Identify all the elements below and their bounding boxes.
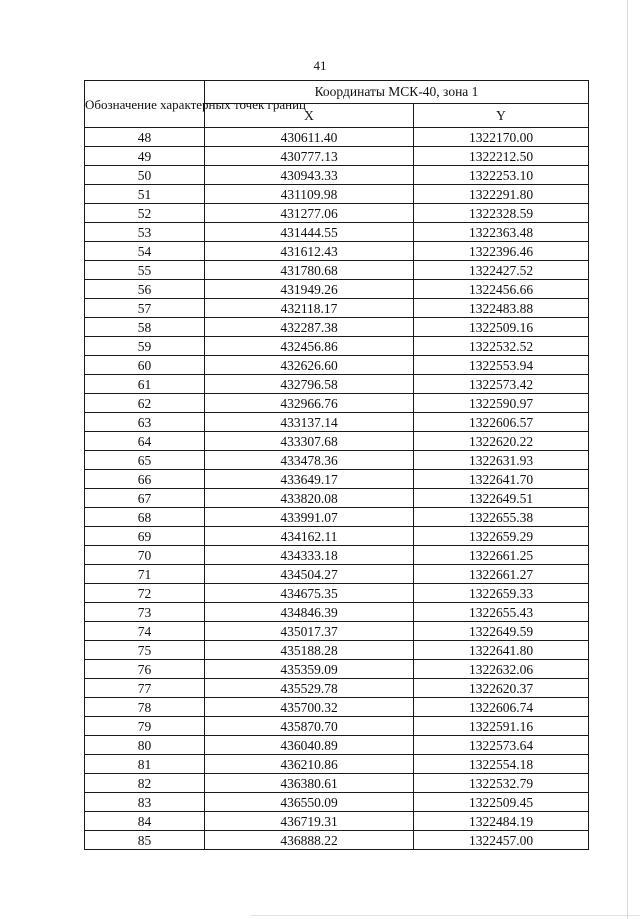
cell-x: 431780.68 xyxy=(205,261,414,280)
cell-x: 432966.76 xyxy=(205,394,414,413)
table-row xyxy=(85,793,589,812)
header-point-id: Обозначение характерных точек границ xyxy=(85,81,205,128)
cell-x: 432118.17 xyxy=(205,299,414,318)
cell-point-id: 53 xyxy=(85,223,205,242)
cell-point-id: 70 xyxy=(85,546,205,565)
cell-point-id: 52 xyxy=(85,204,205,223)
table-row xyxy=(85,660,589,679)
table-row xyxy=(85,546,589,565)
cell-x: 436380.61 xyxy=(205,774,414,793)
cell-point-id: 60 xyxy=(85,356,205,375)
table-row xyxy=(85,128,589,147)
table-row xyxy=(85,166,589,185)
cell-x: 433991.07 xyxy=(205,508,414,527)
cell-x: 434846.39 xyxy=(205,603,414,622)
cell-y: 1322457.00 xyxy=(414,831,589,850)
cell-x: 431109.98 xyxy=(205,185,414,204)
table-row xyxy=(85,375,589,394)
cell-point-id: 54 xyxy=(85,242,205,261)
cell-y: 1322620.22 xyxy=(414,432,589,451)
cell-y: 1322573.64 xyxy=(414,736,589,755)
header-row-top xyxy=(85,81,589,104)
table-row xyxy=(85,508,589,527)
scan-bottom-line xyxy=(250,915,640,916)
cell-y: 1322532.79 xyxy=(414,774,589,793)
cell-y: 1322456.66 xyxy=(414,280,589,299)
table-row xyxy=(85,755,589,774)
cell-y: 1322632.06 xyxy=(414,660,589,679)
cell-y: 1322573.42 xyxy=(414,375,589,394)
cell-point-id: 76 xyxy=(85,660,205,679)
cell-y: 1322396.46 xyxy=(414,242,589,261)
cell-y: 1322631.93 xyxy=(414,451,589,470)
cell-point-id: 57 xyxy=(85,299,205,318)
cell-point-id: 48 xyxy=(85,128,205,147)
cell-y: 1322661.25 xyxy=(414,546,589,565)
header-y: Y xyxy=(414,104,589,128)
cell-y: 1322649.59 xyxy=(414,622,589,641)
table-row xyxy=(85,204,589,223)
cell-x: 433137.14 xyxy=(205,413,414,432)
table-body xyxy=(85,128,589,850)
table-row xyxy=(85,337,589,356)
cell-x: 436040.89 xyxy=(205,736,414,755)
table-row xyxy=(85,261,589,280)
cell-y: 1322328.59 xyxy=(414,204,589,223)
cell-point-id: 49 xyxy=(85,147,205,166)
cell-point-id: 64 xyxy=(85,432,205,451)
cell-point-id: 80 xyxy=(85,736,205,755)
cell-point-id: 79 xyxy=(85,717,205,736)
table-row xyxy=(85,318,589,337)
coordinates-table xyxy=(84,80,589,850)
cell-point-id: 83 xyxy=(85,793,205,812)
table-row xyxy=(85,470,589,489)
cell-x: 433307.68 xyxy=(205,432,414,451)
table-row xyxy=(85,774,589,793)
cell-y: 1322483.88 xyxy=(414,299,589,318)
cell-y: 1322606.57 xyxy=(414,413,589,432)
cell-x: 433478.36 xyxy=(205,451,414,470)
cell-y: 1322170.00 xyxy=(414,128,589,147)
table-row xyxy=(85,299,589,318)
cell-point-id: 81 xyxy=(85,755,205,774)
cell-point-id: 66 xyxy=(85,470,205,489)
cell-point-id: 62 xyxy=(85,394,205,413)
header-x: X xyxy=(205,104,414,128)
table-row xyxy=(85,831,589,850)
cell-x: 435529.78 xyxy=(205,679,414,698)
cell-point-id: 59 xyxy=(85,337,205,356)
cell-y: 1322427.52 xyxy=(414,261,589,280)
table-row xyxy=(85,451,589,470)
cell-y: 1322659.33 xyxy=(414,584,589,603)
cell-x: 434504.27 xyxy=(205,565,414,584)
cell-x: 430943.33 xyxy=(205,166,414,185)
table-row xyxy=(85,185,589,204)
cell-y: 1322659.29 xyxy=(414,527,589,546)
cell-x: 436888.22 xyxy=(205,831,414,850)
cell-y: 1322363.48 xyxy=(414,223,589,242)
table-row xyxy=(85,280,589,299)
cell-y: 1322484.19 xyxy=(414,812,589,831)
cell-x: 436210.86 xyxy=(205,755,414,774)
cell-point-id: 65 xyxy=(85,451,205,470)
table-row xyxy=(85,413,589,432)
cell-point-id: 77 xyxy=(85,679,205,698)
cell-y: 1322641.80 xyxy=(414,641,589,660)
cell-x: 432626.60 xyxy=(205,356,414,375)
table-row xyxy=(85,698,589,717)
table-row xyxy=(85,603,589,622)
cell-y: 1322509.45 xyxy=(414,793,589,812)
cell-y: 1322641.70 xyxy=(414,470,589,489)
cell-y: 1322509.16 xyxy=(414,318,589,337)
cell-y: 1322212.50 xyxy=(414,147,589,166)
cell-point-id: 85 xyxy=(85,831,205,850)
cell-point-id: 50 xyxy=(85,166,205,185)
header-coordinates-group: Координаты МСК-40, зона 1 xyxy=(205,81,589,104)
cell-x: 436719.31 xyxy=(205,812,414,831)
table-row xyxy=(85,622,589,641)
table-row xyxy=(85,679,589,698)
cell-y: 1322620.37 xyxy=(414,679,589,698)
cell-x: 433649.17 xyxy=(205,470,414,489)
table-row xyxy=(85,394,589,413)
cell-y: 1322655.38 xyxy=(414,508,589,527)
table-row xyxy=(85,223,589,242)
cell-point-id: 63 xyxy=(85,413,205,432)
cell-point-id: 82 xyxy=(85,774,205,793)
cell-x: 434675.35 xyxy=(205,584,414,603)
table-row xyxy=(85,147,589,166)
cell-x: 432456.86 xyxy=(205,337,414,356)
cell-point-id: 67 xyxy=(85,489,205,508)
cell-y: 1322553.94 xyxy=(414,356,589,375)
cell-point-id: 61 xyxy=(85,375,205,394)
cell-point-id: 51 xyxy=(85,185,205,204)
cell-x: 431277.06 xyxy=(205,204,414,223)
cell-point-id: 56 xyxy=(85,280,205,299)
cell-x: 431612.43 xyxy=(205,242,414,261)
cell-y: 1322554.18 xyxy=(414,755,589,774)
cell-point-id: 75 xyxy=(85,641,205,660)
table-row xyxy=(85,356,589,375)
table-row xyxy=(85,812,589,831)
cell-x: 431444.55 xyxy=(205,223,414,242)
cell-x: 433820.08 xyxy=(205,489,414,508)
cell-y: 1322532.52 xyxy=(414,337,589,356)
cell-y: 1322590.97 xyxy=(414,394,589,413)
cell-y: 1322591.16 xyxy=(414,717,589,736)
cell-point-id: 58 xyxy=(85,318,205,337)
cell-point-id: 71 xyxy=(85,565,205,584)
table-row xyxy=(85,242,589,261)
cell-x: 430611.40 xyxy=(205,128,414,147)
cell-x: 435700.32 xyxy=(205,698,414,717)
scan-edge-line xyxy=(627,0,628,919)
table-row xyxy=(85,527,589,546)
cell-point-id: 84 xyxy=(85,812,205,831)
table-row xyxy=(85,432,589,451)
cell-x: 435359.09 xyxy=(205,660,414,679)
cell-x: 435017.37 xyxy=(205,622,414,641)
cell-y: 1322291.80 xyxy=(414,185,589,204)
cell-point-id: 73 xyxy=(85,603,205,622)
cell-point-id: 78 xyxy=(85,698,205,717)
cell-x: 432796.58 xyxy=(205,375,414,394)
cell-y: 1322606.74 xyxy=(414,698,589,717)
page-number: 41 xyxy=(313,58,327,73)
table-row xyxy=(85,584,589,603)
cell-x: 434333.18 xyxy=(205,546,414,565)
cell-x: 431949.26 xyxy=(205,280,414,299)
table-row xyxy=(85,717,589,736)
cell-point-id: 74 xyxy=(85,622,205,641)
cell-y: 1322661.27 xyxy=(414,565,589,584)
cell-y: 1322649.51 xyxy=(414,489,589,508)
table-row xyxy=(85,641,589,660)
cell-point-id: 68 xyxy=(85,508,205,527)
table-row xyxy=(85,489,589,508)
table-header xyxy=(85,81,589,128)
cell-point-id: 72 xyxy=(85,584,205,603)
table-row xyxy=(85,565,589,584)
cell-y: 1322253.10 xyxy=(414,166,589,185)
cell-x: 435188.28 xyxy=(205,641,414,660)
table-row xyxy=(85,736,589,755)
cell-x: 435870.70 xyxy=(205,717,414,736)
cell-x: 436550.09 xyxy=(205,793,414,812)
cell-point-id: 69 xyxy=(85,527,205,546)
cell-point-id: 55 xyxy=(85,261,205,280)
cell-y: 1322655.43 xyxy=(414,603,589,622)
cell-x: 432287.38 xyxy=(205,318,414,337)
cell-x: 434162.11 xyxy=(205,527,414,546)
cell-x: 430777.13 xyxy=(205,147,414,166)
